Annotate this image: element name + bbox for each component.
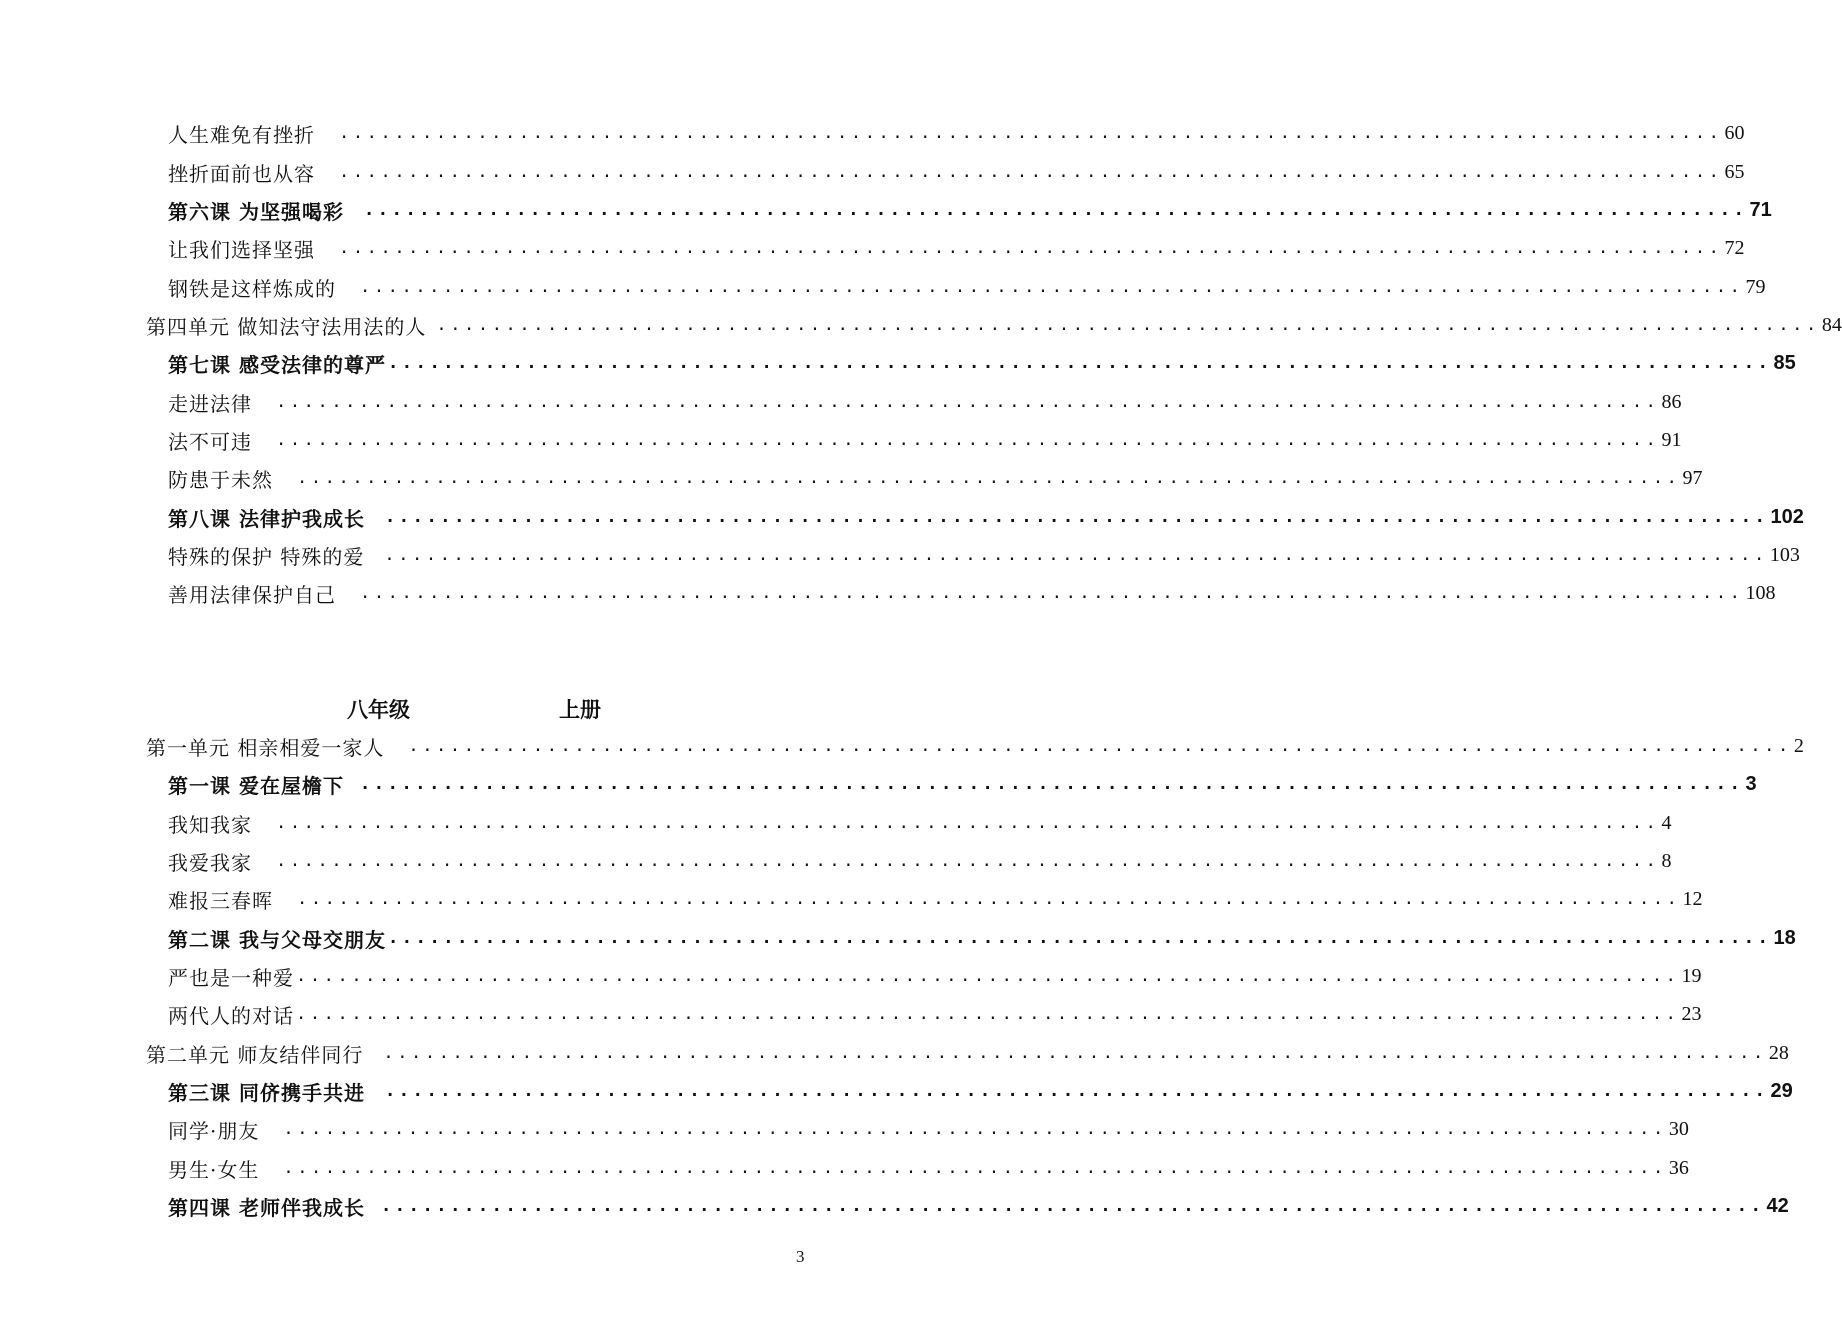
toc-entry-title: 难报三春晖	[168, 888, 273, 913]
toc-dot-leader: ....................................................................................................	[297, 889, 1681, 909]
toc-entry-page: 30	[1668, 1117, 1689, 1140]
toc-entry-title: 两代人的对话	[168, 1003, 294, 1028]
toc-entry-page: 36	[1668, 1156, 1689, 1179]
toc-entry-title: 钢铁是这样炼成的	[168, 276, 336, 301]
toc-entry-title: 第三课 同侪携手共进	[168, 1080, 365, 1105]
toc-entry	[168, 846, 1672, 876]
toc-entry-page: 103	[1769, 543, 1800, 566]
toc-entry-page: 72	[1724, 236, 1745, 259]
page-number: 3	[796, 1247, 805, 1266]
toc-entry	[168, 272, 1766, 302]
grade-heading: 八年级	[347, 698, 410, 722]
toc-entry-page: 23	[1681, 1002, 1702, 1025]
toc-entry	[168, 884, 1703, 914]
toc-entry-title: 善用法律保护自己	[168, 582, 336, 607]
toc-entry	[168, 425, 1682, 455]
toc-dot-leader: ....................................................................................................	[384, 545, 1768, 565]
toc-dot-leader: ....................................................................................................	[383, 1043, 1767, 1063]
toc-entry-title: 第六课 为坚强喝彩	[168, 199, 344, 224]
toc-dot-leader: ....................................................................................................	[296, 966, 1680, 986]
toc-entry-title: 让我们选择坚强	[168, 237, 315, 262]
volume-heading: 上册	[559, 698, 601, 722]
toc-dot-leader: ....................................................................................................	[360, 277, 1744, 297]
toc-entry	[168, 540, 1800, 570]
toc-lesson-entry	[168, 502, 1804, 532]
toc-dot-leader: ....................................................................................................	[436, 315, 1820, 335]
toc-entry-title: 法不可违	[168, 429, 252, 454]
toc-entry-title: 同学·朋友	[168, 1118, 260, 1143]
toc-entry-title: 严也是一种爱	[168, 965, 294, 990]
toc-dot-leader: ....................................................................................................	[384, 1081, 1769, 1101]
toc-dot-leader: ....................................................................................................	[296, 1004, 1680, 1024]
toc-entry-page: 102	[1770, 505, 1804, 528]
toc-entry	[168, 808, 1672, 838]
toc-entry-page: 12	[1682, 887, 1703, 910]
toc-entry-page: 42	[1766, 1194, 1789, 1217]
toc-entry-page: 79	[1745, 275, 1766, 298]
toc-lesson-entry	[168, 769, 1757, 799]
toc-entry-title: 第一课 爱在屋檐下	[168, 773, 344, 798]
toc-unit-entry	[146, 310, 1842, 340]
toc-entry-page: 29	[1770, 1079, 1793, 1102]
toc-entry	[168, 578, 1776, 608]
toc-entry-page: 18	[1773, 926, 1796, 949]
toc-dot-leader: ....................................................................................................	[339, 238, 1723, 258]
toc-entry-page: 71	[1749, 198, 1772, 221]
toc-entry	[168, 118, 1745, 148]
toc-dot-leader: ....................................................................................................	[339, 123, 1723, 143]
toc-entry-page: 19	[1681, 964, 1702, 987]
toc-dot-leader: ....................................................................................................	[339, 162, 1723, 182]
toc-entry-title: 第二课 我与父母交朋友	[168, 927, 386, 952]
toc-entry-page: 8	[1661, 849, 1672, 872]
toc-dot-leader: ....................................................................................................	[283, 1119, 1667, 1139]
toc-entry-title: 男生·女生	[168, 1157, 260, 1182]
toc-entry-title: 特殊的保护 特殊的爱	[168, 544, 365, 569]
toc-entry-title: 我知我家	[168, 812, 252, 837]
toc-lesson-entry	[168, 923, 1796, 953]
toc-entry-title: 人生难免有挫折	[168, 122, 315, 147]
toc-entry-title: 第二单元 师友结伴同行	[146, 1042, 364, 1067]
toc-entry-page: 3	[1745, 772, 1757, 795]
toc-entry	[168, 1153, 1689, 1183]
toc-unit-entry	[146, 1038, 1789, 1068]
toc-entry-page: 85	[1773, 351, 1796, 374]
toc-dot-leader: ....................................................................................................	[283, 1158, 1667, 1178]
toc-lesson-entry	[168, 348, 1796, 378]
toc-entry	[168, 233, 1745, 263]
toc-entry-page: 91	[1661, 428, 1682, 451]
toc-entry	[168, 961, 1702, 991]
toc-entry-page: 60	[1724, 121, 1745, 144]
toc-entry	[168, 463, 1703, 493]
toc-entry-title: 第一单元 相亲相爱一家人	[146, 735, 385, 760]
toc-entry-title: 走进法律	[168, 391, 252, 416]
toc-dot-leader: ....................................................................................................	[384, 507, 1769, 527]
toc-entry-title: 挫折面前也从容	[168, 161, 315, 186]
toc-dot-leader: ....................................................................................................	[360, 583, 1744, 603]
toc-entry-page: 97	[1682, 466, 1703, 489]
toc-lesson-entry	[168, 1076, 1793, 1106]
toc-dot-leader: ....................................................................................................	[276, 813, 1660, 833]
toc-entry-title: 我爱我家	[168, 850, 252, 875]
toc-dot-leader: ....................................................................................................	[363, 200, 1748, 220]
toc-unit-entry	[146, 731, 1804, 761]
toc-dot-leader: ....................................................................................................	[380, 1196, 1765, 1216]
toc-entry-title: 第四单元 做知法守法用法的人	[146, 314, 427, 339]
toc-entry-page: 86	[1661, 390, 1682, 413]
toc-lesson-entry	[168, 1191, 1789, 1221]
toc-entry-page: 65	[1724, 160, 1745, 183]
toc-entry-title: 第七课 感受法律的尊严	[168, 352, 386, 377]
toc-dot-leader: ....................................................................................................	[276, 392, 1660, 412]
toc-entry-page: 84	[1821, 313, 1842, 336]
toc-entry	[168, 999, 1702, 1029]
toc-entry-title: 防患于未然	[168, 467, 273, 492]
toc-lesson-entry	[168, 195, 1772, 225]
toc-dot-leader: ....................................................................................................	[387, 928, 1772, 948]
toc-entry	[168, 387, 1682, 417]
toc-dot-leader: ....................................................................................................	[359, 774, 1744, 794]
toc-entry	[168, 157, 1745, 187]
toc-entry	[168, 1114, 1689, 1144]
toc-dot-leader: ....................................................................................................	[297, 468, 1681, 488]
toc-dot-leader: ....................................................................................................	[408, 736, 1792, 756]
toc-entry-page: 2	[1793, 734, 1804, 757]
toc-entry-title: 第八课 法律护我成长	[168, 506, 365, 531]
toc-dot-leader: ....................................................................................................	[276, 851, 1660, 871]
toc-entry-title: 第四课 老师伴我成长	[168, 1195, 365, 1220]
toc-dot-leader: ....................................................................................................	[387, 353, 1772, 373]
toc-entry-page: 108	[1745, 581, 1776, 604]
toc-entry-page: 4	[1661, 811, 1672, 834]
toc-entry-page: 28	[1768, 1041, 1789, 1064]
toc-dot-leader: ....................................................................................................	[276, 430, 1660, 450]
